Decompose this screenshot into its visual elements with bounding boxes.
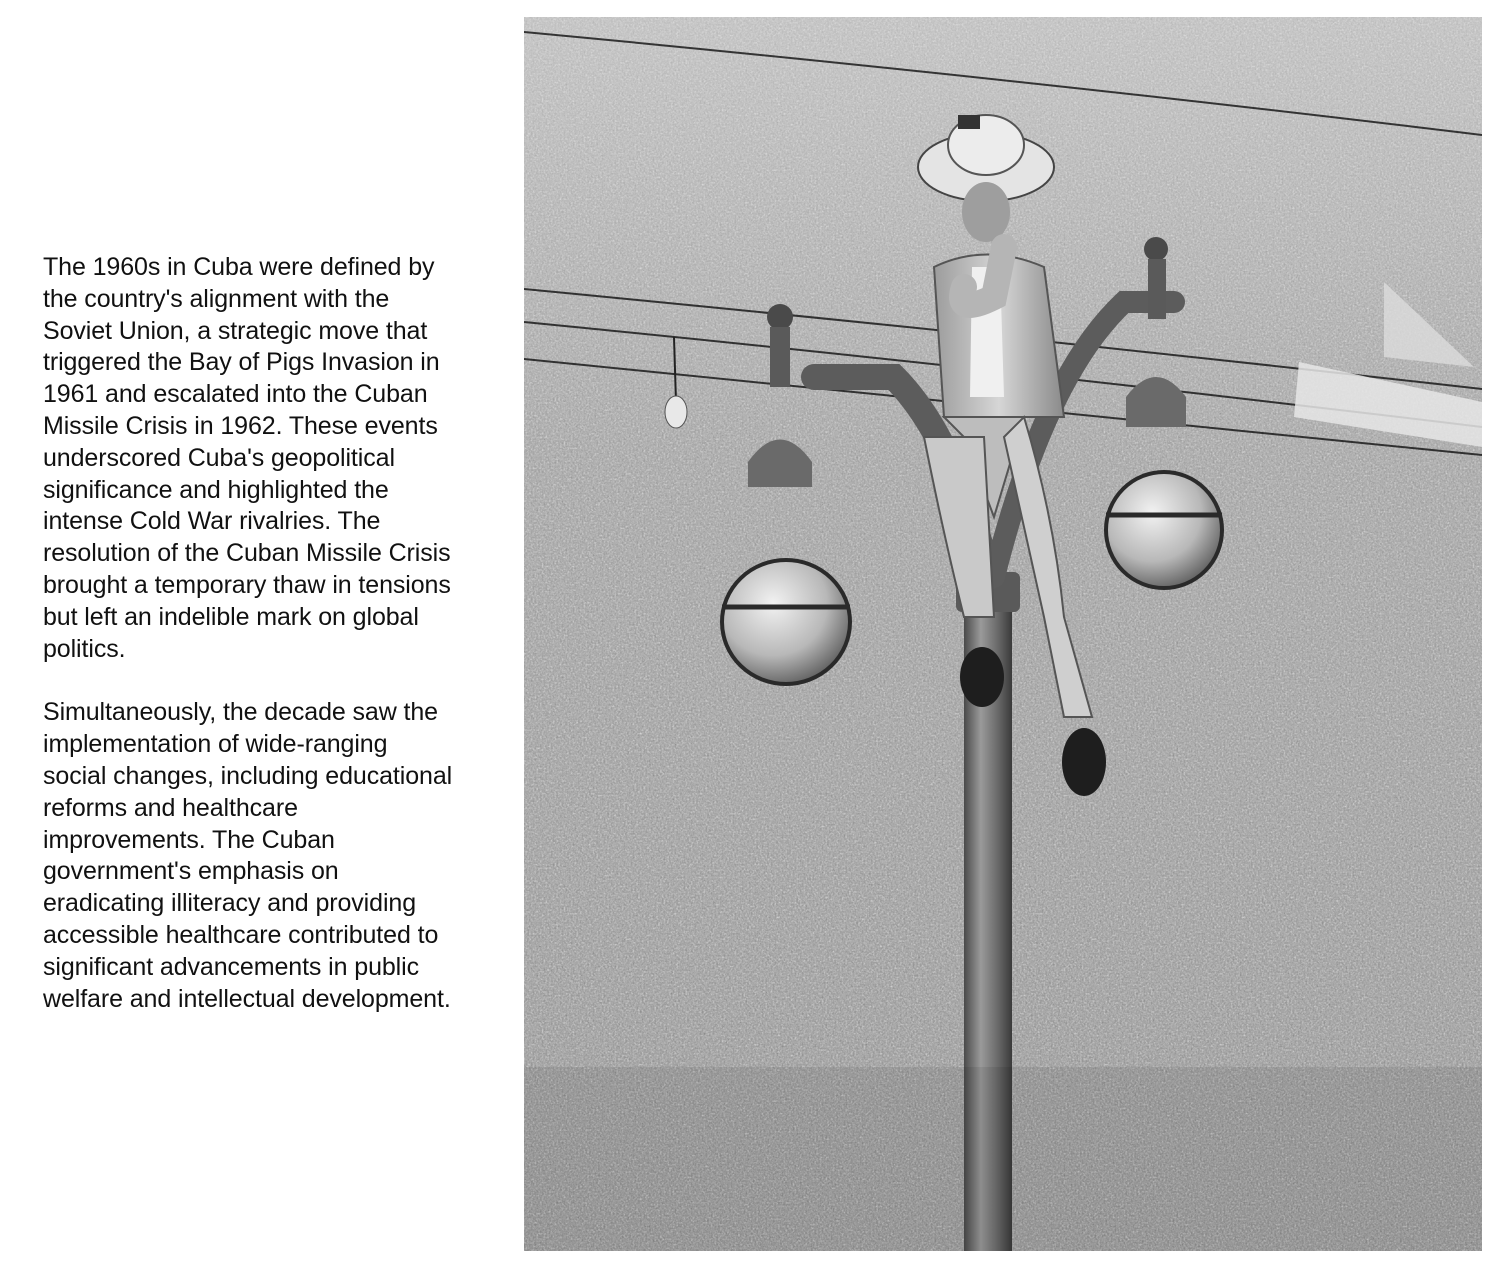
historical-photo [524,17,1482,1251]
article-text [43,252,513,1015]
photo-illustration [524,17,1482,1251]
article-paragraph-1: The 1960s in Cuba were defined by the country's alignment with the Soviet Union, a strategic move that triggered the Bay of Pigs Invasion in 1961 and escalated into the Cuban Missile Crisis in 1962. These events underscored Cuba's geopolitical significance and highlighted the intense Cold War rivalries. The resolution of the Cuban Missile Crisis brought a temporary thaw in tensions but left an indelible mark on global politics. [43,253,451,663]
article-paragraph-2: Simultaneously, the decade saw the implementation of wide-ranging social changes, including educational reforms and healthcare improvements. The Cuban government's emphasis on eradicating illiteracy and providing accessible healthcare contributed to significant advancements in public welfare and intellectual development. [43,698,453,1013]
